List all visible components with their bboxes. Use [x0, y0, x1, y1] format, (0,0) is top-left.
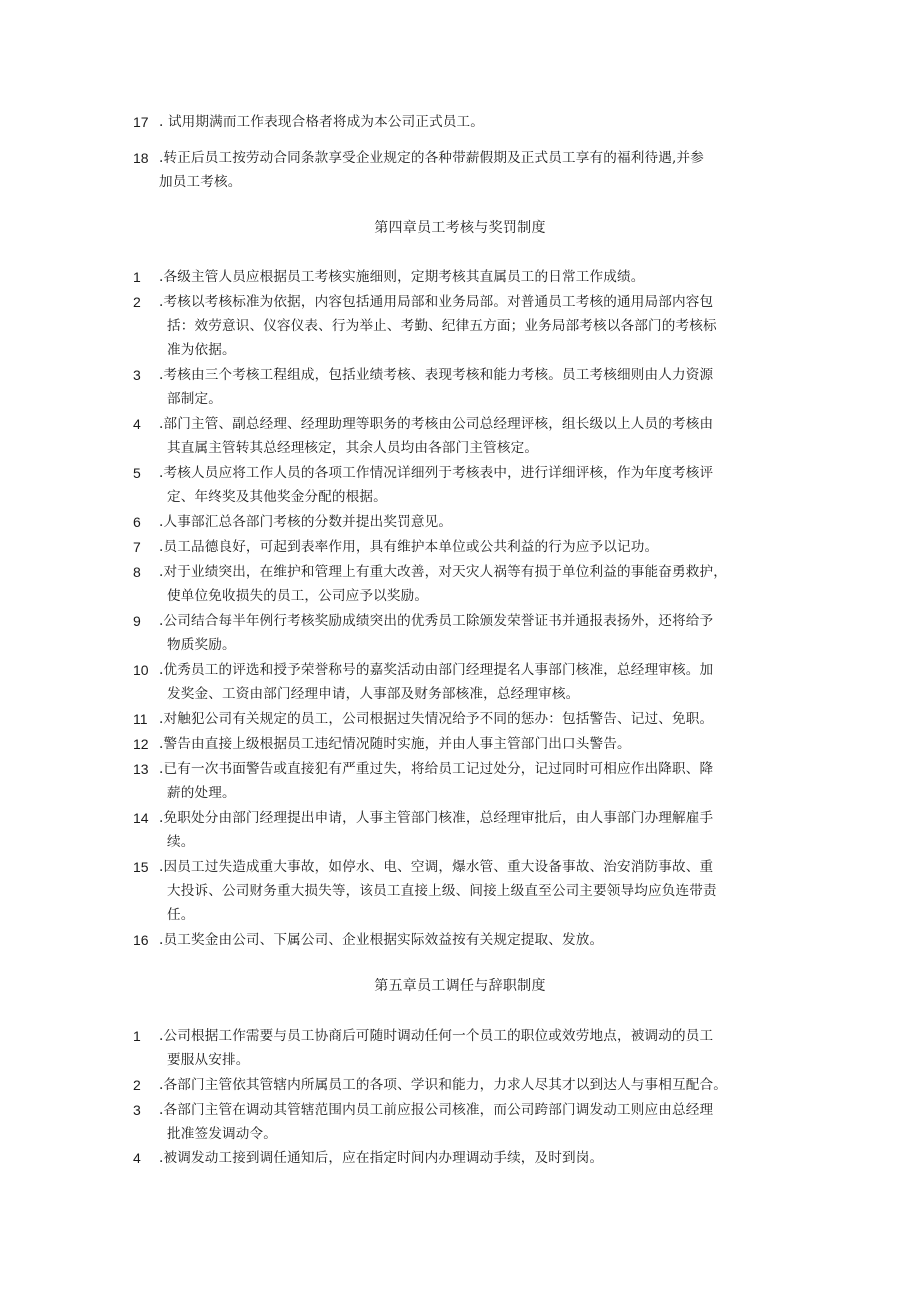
item-number: 10 — [133, 662, 149, 678]
item-text: .公司根据工作需要与员工协商后可随时调动任何一个员工的职位或效劳地点，被调动的员工 要服从安排。 — [159, 1028, 714, 1068]
item-text: .优秀员工的评选和授予荣誉称号的嘉奖活动由部门经理提名人事部门核准，总经理审核。加 发奖金、工资由部门经理申请，人事部及财务部核准，总经理审核。 — [159, 662, 714, 702]
item-number: 15 — [133, 859, 149, 875]
item-number: 17 — [133, 114, 149, 130]
item-text: .免职处分由部门经理提出申请，人事主管部门核准，总经理审批后，由人事部门办理解雇手 续。 — [159, 810, 714, 850]
item-text: .员工奖金由公司、下属公司、企业根据实际效益按有关规定提取、发放。 — [159, 932, 604, 948]
item-text: .各部门主管在调动其管辖范围内员工前应报公司核准，而公司跨部门调发动工则应由总经理 批准签发调动令。 — [159, 1102, 714, 1142]
item-number: 7 — [133, 539, 141, 555]
item-text: .考核人员应将工作人员的各项工作情况详细列于考核表中，进行详细评核，作为年度考核评 定、年终奖及其他奖金分配的根据。 — [159, 465, 714, 505]
item-number: 13 — [133, 761, 149, 777]
item-text: .对触犯公司有关规定的员工，公司根据过失情况给予不同的惩办：包括警告、记过、免职。 — [159, 711, 714, 727]
item-number: 1 — [133, 269, 141, 285]
item-number: 2 — [133, 1077, 141, 1093]
item-number: 12 — [133, 736, 149, 752]
item-text: .考核由三个考核工程组成，包括业绩考核、表现考核和能力考核。员工考核细则由人力资源 部制定。 — [159, 367, 714, 407]
item-number: 1 — [133, 1028, 141, 1044]
chapter-5-title: 第五章员工调任与辞职制度 — [374, 978, 546, 994]
item-number: 14 — [133, 810, 149, 826]
item-number: 4 — [133, 1150, 141, 1166]
item-number: 11 — [133, 711, 148, 727]
item-number: 9 — [133, 613, 141, 629]
item-text: .各部门主管依其管辖内所属员工的各项、学识和能力，力求人尽其才以到达人与事相互配合。 — [159, 1077, 727, 1093]
item-text: .转正后员工按劳动合同条款享受企业规定的各种带薪假期及正式员工享有的福利待遇,并参 加员工考核。 — [159, 150, 704, 190]
item-text: .已有一次书面警告或直接犯有严重过失，将给员工记过处分，记过同时可相应作出降职、降 薪的处理。 — [159, 761, 714, 801]
item-text: .部门主管、副总经理、经理助理等职务的考核由公司总经理评核，组长级以上人员的考核由 其直属主管转其总经理核定，其余人员均由各部门主管核定。 — [159, 416, 714, 456]
item-number: 16 — [133, 932, 149, 948]
item-text: .因员工过失造成重大事故，如停水、电、空调，爆水管、重大设备事故、治安消防事故、重 大投诉、公司财务重大损失等，该员工直接上级、间接上级直至公司主要领导均应负连带责 任。 — [159, 859, 717, 923]
item-text: .被调发动工接到调任通知后，应在指定时间内办理调动手续，及时到岗。 — [159, 1150, 604, 1166]
item-number: 3 — [133, 367, 141, 383]
chapter-4-title: 第四章员工考核与奖罚制度 — [374, 220, 546, 236]
item-number: 2 — [133, 294, 141, 310]
item-text: .公司结合每半年例行考核奖励成绩突出的优秀员工除颁发荣誉证书并通报表扬外，还将给予 物质奖励。 — [159, 613, 714, 653]
item-number: 18 — [133, 150, 149, 166]
item-number: 6 — [133, 514, 141, 530]
item-text: .各级主管人员应根据员工考核实施细则，定期考核其直属员工的日常工作成绩。 — [159, 269, 645, 285]
item-text: .员工品德良好，可起到表率作用，具有维护本单位或公共利益的行为应予以记功。 — [159, 539, 659, 555]
item-number: 4 — [133, 416, 141, 432]
item-number: 5 — [133, 465, 141, 481]
item-text: .警告由直接上级根据员工违纪情况随时实施，并由人事主管部门出口头警告。 — [159, 736, 631, 752]
item-number: 3 — [133, 1102, 141, 1118]
item-text: .考核以考核标准为依据，内容包括通用局部和业务局部。对普通员工考核的通用局部内容包 括：效劳意识、仪容仪表、行为举止、考勤、纪律五方面；业务局部考核以各部门的考核标 准为依据。 — [159, 294, 717, 358]
item-number: 8 — [133, 564, 141, 580]
item-text: .人事部汇总各部门考核的分数并提出奖罚意见。 — [159, 514, 453, 530]
item-text: .对于业绩突出，在维护和管理上有重大改善，对天灾人祸等有损于单位利益的事能奋勇救护， 使单位免收损失的员工，公司应予以奖励。 — [159, 564, 727, 604]
item-text: . 试用期满而工作表现合格者将成为本公司正式员工。 — [159, 114, 485, 130]
